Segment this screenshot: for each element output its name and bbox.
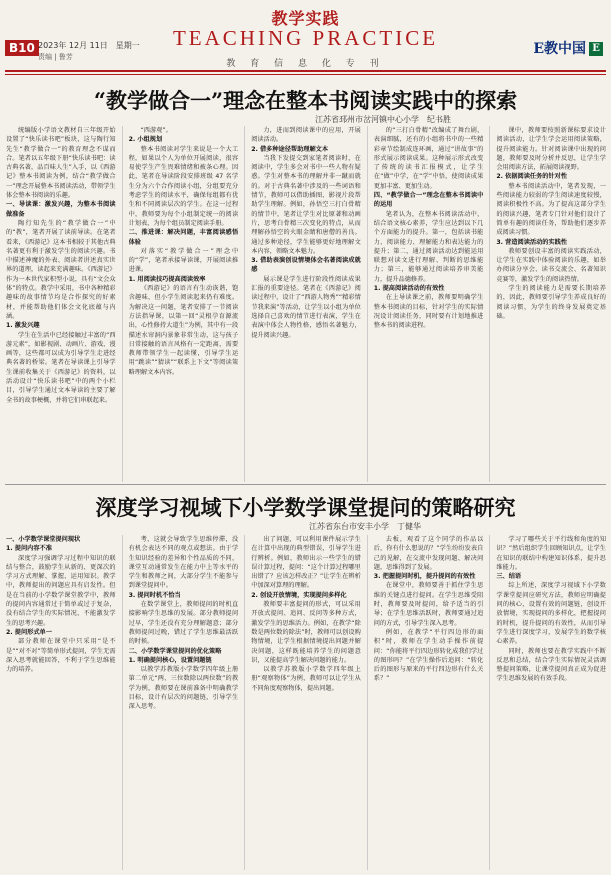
paragraph: 整本书阅读对学生来说是一个大工程，如果以个人为单位开展阅读，很容易使学生产生畏难情绪和被条心理。因此，笔者在导读阶段安排班级 47 名学生分为六个合作阅读小组，分组要充分考虑学生的阅读水平，确保每组都有优生和不同阅读层次的学生。在这一过程中，教师要为每个小组制定统一的阅读计划表，为每个组员制定阅读手册。: [128, 145, 239, 227]
page-number: B10: [5, 40, 39, 56]
article2-body: [6, 535, 606, 870]
section-title-english: TEACHING PRACTICE: [172, 26, 439, 50]
paragraph: 在上导读课之前，教师要明确学生整本书阅读的目标，针对学生的实际情况设计阅读任务，同时要有计划地推进整本书的阅读进程。: [373, 294, 484, 330]
subheading: 2. 依据阅读任务的针对性: [496, 173, 568, 181]
subheading: 1. 激发兴趣: [6, 322, 40, 330]
paragraph: 《西游记》的语言有生动诙谐，饱含趣味，但小学生阅读起来仍有难度。为解决这一问题，笔者安排了一节阅读方法指导课，以第一回“灵根孕育源流出，心性修持大道生”为例，其中有一段描述水帘洞内景象非常生动，这与孩子日常接触的语言风格有一定距离，需要教师带领学生一起读懂，引导学生运用“跳读”“猜读”“联系上下文”等阅读策略理解文本内容。: [128, 285, 239, 376]
column-rule: [244, 535, 245, 870]
subheading: 3. 借助表演创设情境体会名著阅读成就感: [251, 257, 361, 274]
subheading: 3. 营造阅读活动的实践性: [496, 238, 568, 246]
paragraph: 例如，在教学“平行四边形的面积”时，教师在学生动手操作前提问：“你能将平行四边形转化成我们学过的图形吗？”在学生操作后追问：“转化后的图形与原来的平行四边形有什么关系？”: [373, 628, 484, 683]
subheading: 三、结语: [496, 573, 522, 581]
column-rule: [489, 126, 490, 482]
brand-logo: [533, 38, 603, 58]
masthead-rule-thin: [5, 74, 606, 75]
paragraph: 对落实“教学做合一”理念中的“学”，笔者承接导读课，开展阅读推进课。: [128, 247, 239, 274]
paragraph: 当我下发提交到家笔者阅读时，在阅读中，学生多会对书中一些人物有疑惑。学生对整本书的理解并非一蹴而就的。对于古典名著中涉及的一些词语和情节，教师可以借助插图、影视片段帮助学生理解。例如，孙悟空三打白骨精的情节中，笔者让学生对比原著和动画片，思考白骨精三次变化的特点，从而理解孙悟空的火眼金睛和唐僧的善良。通过多种途径，学生能够更好地理解文本内容，领略文本魅力。: [251, 154, 361, 255]
paragraph: 以教学苏教版小学数学四年级上册第二单元“两、三位数除以两位数”的教学为例，教师要在课前准备中明确教学目标，设计有层次的问题链，引导学生深入思考。: [128, 666, 239, 711]
column-rule: [122, 535, 123, 870]
column-rule: [367, 126, 368, 482]
paragraph: 同时，教师也要在教学实践中不断反思和总结，结合学生实际情况灵活调整提问策略，让课堂提问真正成为促进学生思维发展的有效手段。: [496, 647, 606, 683]
paragraph: 综上所述，深度学习视域下小学数学课堂提问应研究方法，教师应明确提问的核心，设置有效的问题链，创设开放情境，实现提问的多样化，把握提问的时机，提升提问的有效性，从而引导学生进行深度学习，发展学生的数学核心素养。: [496, 582, 606, 646]
text-column: [374, 126, 484, 482]
subheading: 2. 提问形式单一: [6, 628, 52, 636]
paragraph: 展示课是学生进行阶段性阅读成果汇报的重要途径。笔者在《西游记》阅读过程中，设计了“西游人物秀”“精彩情节我来演”等活动，让学生以小组为单位选择自己喜欢的情节进行表演，学生在表演中体会人物性格，感悟名著魅力，提升阅读兴趣。: [251, 275, 361, 339]
subheading: 3. 提问时机不恰当: [128, 591, 181, 599]
column-rule: [122, 126, 123, 482]
paragraph: 在数学课堂上，教师提问的时机直接影响学生思维的发展。部分教师提问过早，学生还没有充分理解题意；部分教师提问过晚，错过了学生思维最活跃的时候。: [128, 601, 239, 646]
issue-date: 2023年 12月 11日 星期一: [38, 41, 140, 50]
subheading: 1. 提高阅读活动的有效性: [373, 285, 445, 293]
paragraph: 力，进而到阅读课中的应用，开展阅读活动。: [251, 127, 361, 144]
paragraph: 学生在生活中已经接触过丰富的“西游元素”，如影视剧、动画片、游戏、漫画等，这些都可以成为引导学生走进经典名著的桥梁。笔者在导读课上引导学生课前收集关于《西游记》的资料，以活动设计“快乐读书吧”中的两个小栏目，引导学生通过文本导读的主要了解全书的故事梗概，并将它们串联起来。: [6, 331, 116, 404]
subheading: 1. 用阅读技巧提高阅读效率: [128, 275, 206, 283]
masthead-rule: [5, 70, 606, 72]
subheading: 1. 明确提问核心，设置问题链: [128, 656, 212, 664]
article2-title: 深度学习视域下小学数学课堂提问的策略研究: [95, 495, 516, 520]
text-column: [129, 126, 239, 482]
paragraph: 考，这就会导致学生思维停滞，没有机会表达不同的观点或想法。由于学生知识经验的差异和个性品质的不同，课堂互动通常发生在能力中上等水平的学生和教师之间，大部分学生不能参与到课堂提问中。: [128, 536, 239, 590]
text-column: [6, 126, 116, 482]
subheading: 2. 创设开放情境，实现提问多样化: [251, 591, 347, 599]
paragraph: 去板，观看了这个同学的作品以后，你有什么想说的？”学生纷纷发表自己的见解，在交流中发现问题、解决问题，思维得到了发展。: [373, 536, 484, 571]
paragraph: 教师要创设丰富的阅读实践活动，让学生在实践中体验阅读的乐趣，如举办阅读分享会、读书交流会、名著知识竞赛等，激发学生的阅读热情。: [496, 247, 606, 283]
brand-name: E教中国: [533, 41, 586, 57]
paragraph: 深度学习强调学习过程中知识的联结与整合，鼓励学生从新的、更深次的学习方式理解、掌握、运用知识。教学中，教师提出的问题应具有启发性。但是在当前的小学数学课堂教学中，教师的提问内容通常过于简单或过于复杂，没有结合学生的实际情况，不能激发学生的思考兴趣。: [6, 554, 116, 627]
paragraph: 在课堂中，教师要善于抓住学生思维的关键点进行提问。在学生思维受阻时，教师要及时提问，给予适当的引导；在学生思维活跃时，教师要通过追问的方式，引导学生深入思考。: [373, 582, 484, 627]
subheading: 1. 提问内容不准: [6, 545, 52, 553]
paragraph: 课中，教师要按照新课标要求设计阅读活动，让学生学会运用阅读策略，提升阅读能力。针对阅读课中出现的问题，教师要及时分析并反思，让学生学会用阅读方法，拓展阅读视野。: [496, 127, 606, 172]
subheading: 一、小学数学课堂提问现状: [6, 536, 81, 543]
masthead: [0, 0, 611, 78]
text-column: [496, 126, 606, 482]
paragraph: “西游观”。: [140, 127, 172, 134]
subheading: 四、“教学做合一”理念在整本书阅读中的运用: [373, 192, 484, 209]
paragraph: 出了问题，可以利用课件展示学生在计算中出现的典型错误，引导学生进行辨析。例如，教师出示一些学生的错误计算过程，提问：“这个计算过程哪里出错了？应该怎样改正？”让学生在辨析中加深对算理的理解。: [251, 536, 361, 590]
article1-byline: 江苏省邳州市岔河镇中心小学 纪书胜: [315, 115, 451, 124]
section-title: 教学实践: [271, 9, 340, 28]
subheading: 二、小学数学课堂提问的优化策略: [128, 647, 222, 655]
article-divider: [5, 484, 606, 485]
subheading: 一、导读课：激发兴趣，为整本书阅读做准备: [6, 201, 116, 218]
paragraph: 统编版小学语文教材自三年级开始设置了“快乐读书吧”板块，这与陶行知先生“教学做合一”的教育理念不谋而合。笔者以五年级下册“快乐读书吧：读古典名著，品百味人生”入手，以《西游记》整本书阅读为例，结合“教学做合一”理念开展整本书阅读活动，带领学生体会整本书阅读的乐趣。: [6, 127, 116, 200]
brand-mark-icon: E: [589, 42, 603, 56]
editor-credit: 责编 | 鲁芳: [38, 53, 73, 61]
text-column: [374, 535, 484, 870]
article1-body: [6, 126, 606, 482]
paragraph: 学习了哪些关于平行线和角度的知识？”然后组织学生回顾知识点，让学生在知识的联结中构建知识体系，提升思维能力。: [496, 536, 606, 571]
paragraph: 整本书阅读活动中，笔者发现，一些阅读能力较弱的学生阅读速度较慢，阅读积极性不高。为了提高这部分学生的阅读兴趣，笔者专门针对他们设计了简单有趣的阅读任务，帮助他们逐步养成阅读习惯。: [496, 182, 606, 237]
subheading: 2. 小组规划: [128, 136, 163, 144]
subheading: 3. 把握提问时机，提升提问的有效性: [373, 573, 476, 581]
paragraph: 以教学苏教版小学数学四年级上册“观察物体”为例，教师可以让学生从不同角度观察物体，提出问题。: [251, 666, 361, 692]
column-rule: [244, 126, 245, 482]
article1-title: “教学做合一”理念在整本书阅读实践中的探索: [93, 88, 518, 113]
article2-byline: 江苏省东台市安丰小学 丁健华: [309, 522, 421, 531]
paragraph: 陶行知先生的“教学做合一”中的“教”，笔者开展了读前导读。在笔者看来，《西游记》这本书相较于其他古典名著更有利于激发学生的阅读兴趣。书中描述神魔的外表、阅读者讲述真实世界的道理，读起来充满趣味。《西游记》作为一本世代家积型小说，具有“文会众体”的特点。教学中采用，书中各种精彩趣味的故事情节均是合作探究的好素材，并能帮助他们体会文化底蕴与内涵。: [6, 219, 116, 320]
paragraph: 教师要丰富提问的形式，可以采用开放式提问、追问、反问等多种方式，激发学生的思维活力。例如，在教学“除数是两位数的除法”时，教师可以创设购物情境，让学生根据情境提出问题并解决问题，这样既能培养学生的问题意识，又能提高学生解决问题的能力。: [251, 601, 361, 664]
paragraph: 笔者认为，在整本书阅读活动中，结合语文核心素养，学生应达到以下几个方面能力的提升。第一，包括读书能力、阅读能力、理解能力和表达能力的提升；第二，通过阅读活动达到能运用联想对读文进行理解、判断的思维能力；第三，能够通过阅读培养审美能力，提升品德修养。: [373, 210, 484, 283]
subheading: 2. 借多种途径帮助理解文本: [251, 145, 329, 153]
subheading: 二、推进课：解决问题，丰富阅读感悟体验: [128, 229, 239, 246]
section-subtitle: 教 育 信 息 化 专 刊: [226, 59, 385, 69]
text-column: [496, 535, 606, 870]
paragraph: 的“三打白骨精”改编成了舞台剧，表演细腻，还有的小组将书中的一些精彩章节绘制成连环画，通过“讲故事”的形式展示阅读成果。这种展示形式改变了传统的读书汇报模式，让学生在“做”中学，在“学”中悟，使阅读成果更加丰富、更加生动。: [373, 127, 484, 190]
text-column: [129, 535, 239, 870]
column-rule: [489, 535, 490, 870]
paragraph: 部分教师在课堂中只采用“是不是”“对不对”等简单形式提问，学生无需深入思考就能回答，不利于学生思维能力的培养。: [6, 638, 116, 674]
column-rule: [367, 535, 368, 870]
text-column: [251, 126, 361, 482]
text-column: [251, 535, 361, 870]
text-column: [6, 535, 116, 870]
paragraph: 学生的阅读能力是需要长期培养的，因此，教师要引导学生养成良好的阅读习惯，为学生的终身发展奠定基础。: [496, 285, 606, 320]
